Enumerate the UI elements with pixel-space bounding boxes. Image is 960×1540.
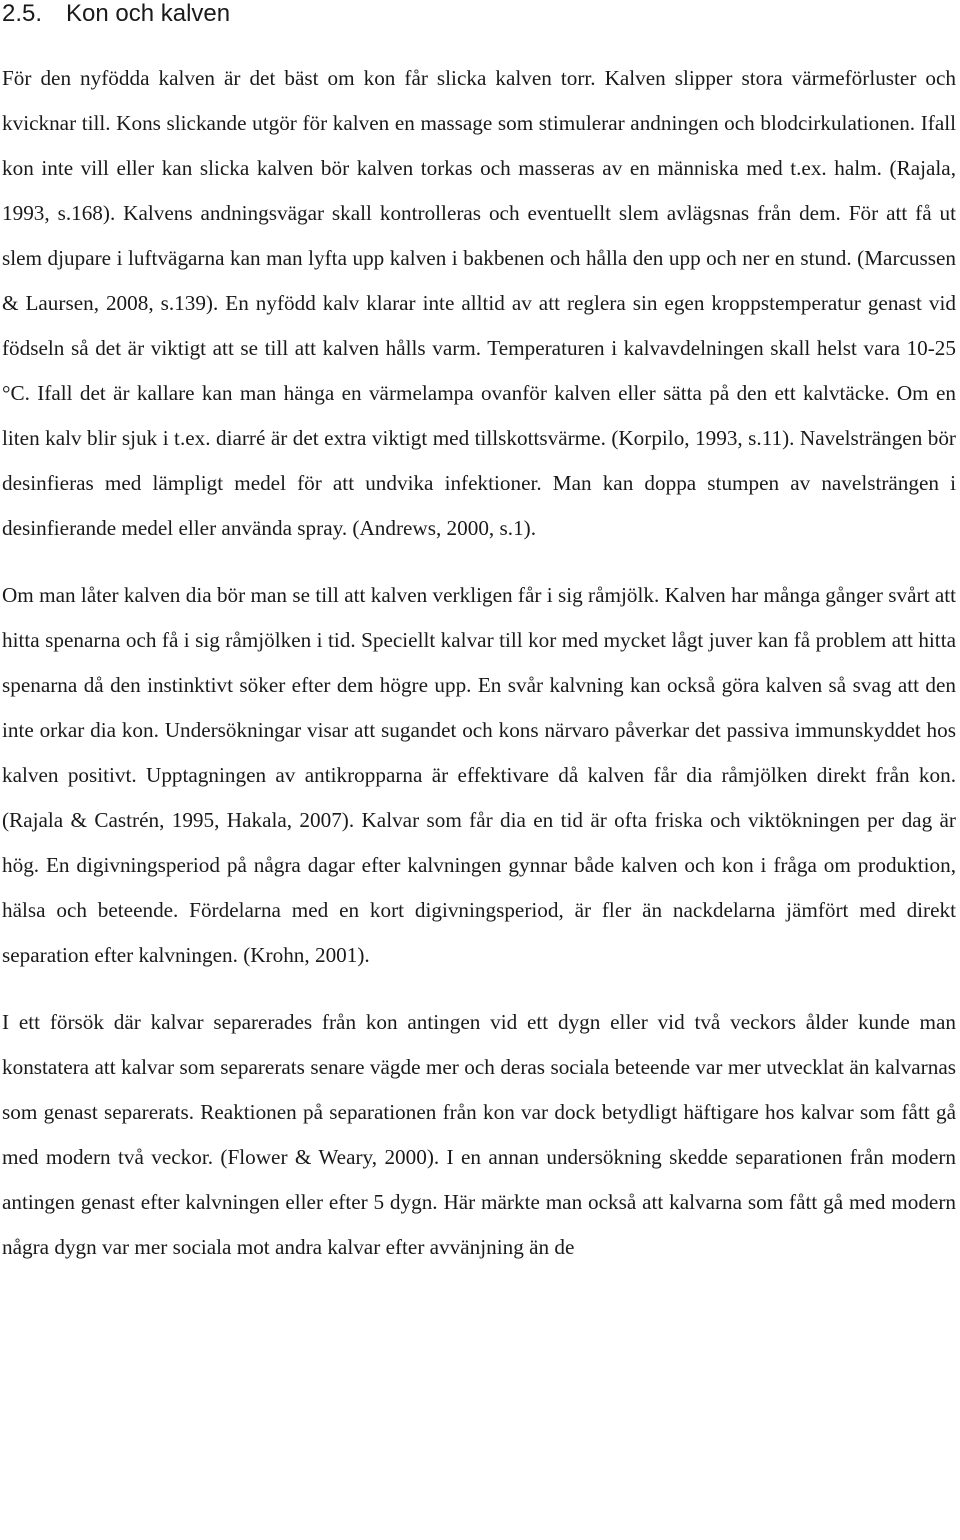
paragraph-colostrum: Om man låter kalven dia bör man se till att kalven verkligen får i sig råmjölk. Kalven har många gånger svårt att hitta spenarna och få i sig råmjölken i tid. Speciellt kalvar till kor med mycket lågt juver kan få problem att hitta spenarna då den instinktivt söker efter dem högre upp. En svår kalvning kan också göra kalven så svag att den inte orkar dia kon. Undersökningar visar att sugandet och kons närvaro påverkar det passiva immunskyddet hos kalven positivt. Upptagningen av antikropparna är effektivare då kalven får dia råmjölken direkt från kon. (Rajala & Castrén, 1995, Hakala, 2007). Kalvar som får dia en tid är ofta friska och viktökningen per dag är hög. En digivningsperiod på några dagar efter kalvningen gynnar både kalven och kon i fråga om produktion, hälsa och beteende. Fördelarna med en kort digivningsperiod, är fler än nackdelarna jämfört med direkt separation efter kalvningen. (Krohn, 2001). [2,583,956,967]
paragraph-newborn-care: För den nyfödda kalven är det bäst om kon får slicka kalven torr. Kalven slipper stora värmeförluster och kvicknar till. Kons slickande utgör för kalven en massage som stimulerar andningen och blodcirkulationen. Ifall kon inte vill eller kan slicka kalven bör kalven torkas och masseras av en människa med t.ex. halm. (Rajala, 1993, s.168). Kalvens andningsvägar skall kontrolleras och eventuellt slem avlägsnas från dem. För att få ut slem djupare i luftvägarna kan man lyfta upp kalven i bakbenen och hålla den upp och ner en stund. (Marcussen & Laursen, 2008, s.139). En nyfödd kalv klarar inte alltid av att reglera sin egen kroppstemperatur genast vid födseln så det är viktigt att se till att kalven hålls varm. Temperaturen i kalvavdelningen skall helst vara 10-25 °C. Ifall det är kallare kan man hänga en värmelampa ovanför kalven eller sätta på den ett kalvtäcke. Om en liten kalv blir sjuk i t.ex. diarré är det extra viktigt med tillskottsvärme. (Korpilo, 1993, s.11). Navelsträngen bör desinfieras med lämpligt medel för att undvika infektioner. Man kan doppa stumpen av navelsträngen i desinfierande medel eller använda spray. (Andrews, 2000, s.1). [2,66,956,540]
section-title: Kon och kalven [66,0,231,27]
paragraph-separation: I ett försök där kalvar separerades från kon antingen vid ett dygn eller vid två veckors ålder kunde man konstatera att kalvar som separerats senare vägde mer och deras sociala beteende var mer utvecklat än kalvarnas som genast separerats. Reaktionen på separationen från kon var dock betydligt häftigare hos kalvar som fått gå med modern två veckor. (Flower & Weary, 2000). I en annan undersökning skedde separationen från modern antingen genast efter kalvningen eller efter 5 dygn. Här märkte man också att kalvarna som fått gå med modern några dygn var mer sociala mot andra kalvar efter avvänjning än de [2,1010,956,1259]
section-number: 2.5. [2,0,43,27]
document-page [2,0,956,1270]
section-heading [2,0,956,28]
